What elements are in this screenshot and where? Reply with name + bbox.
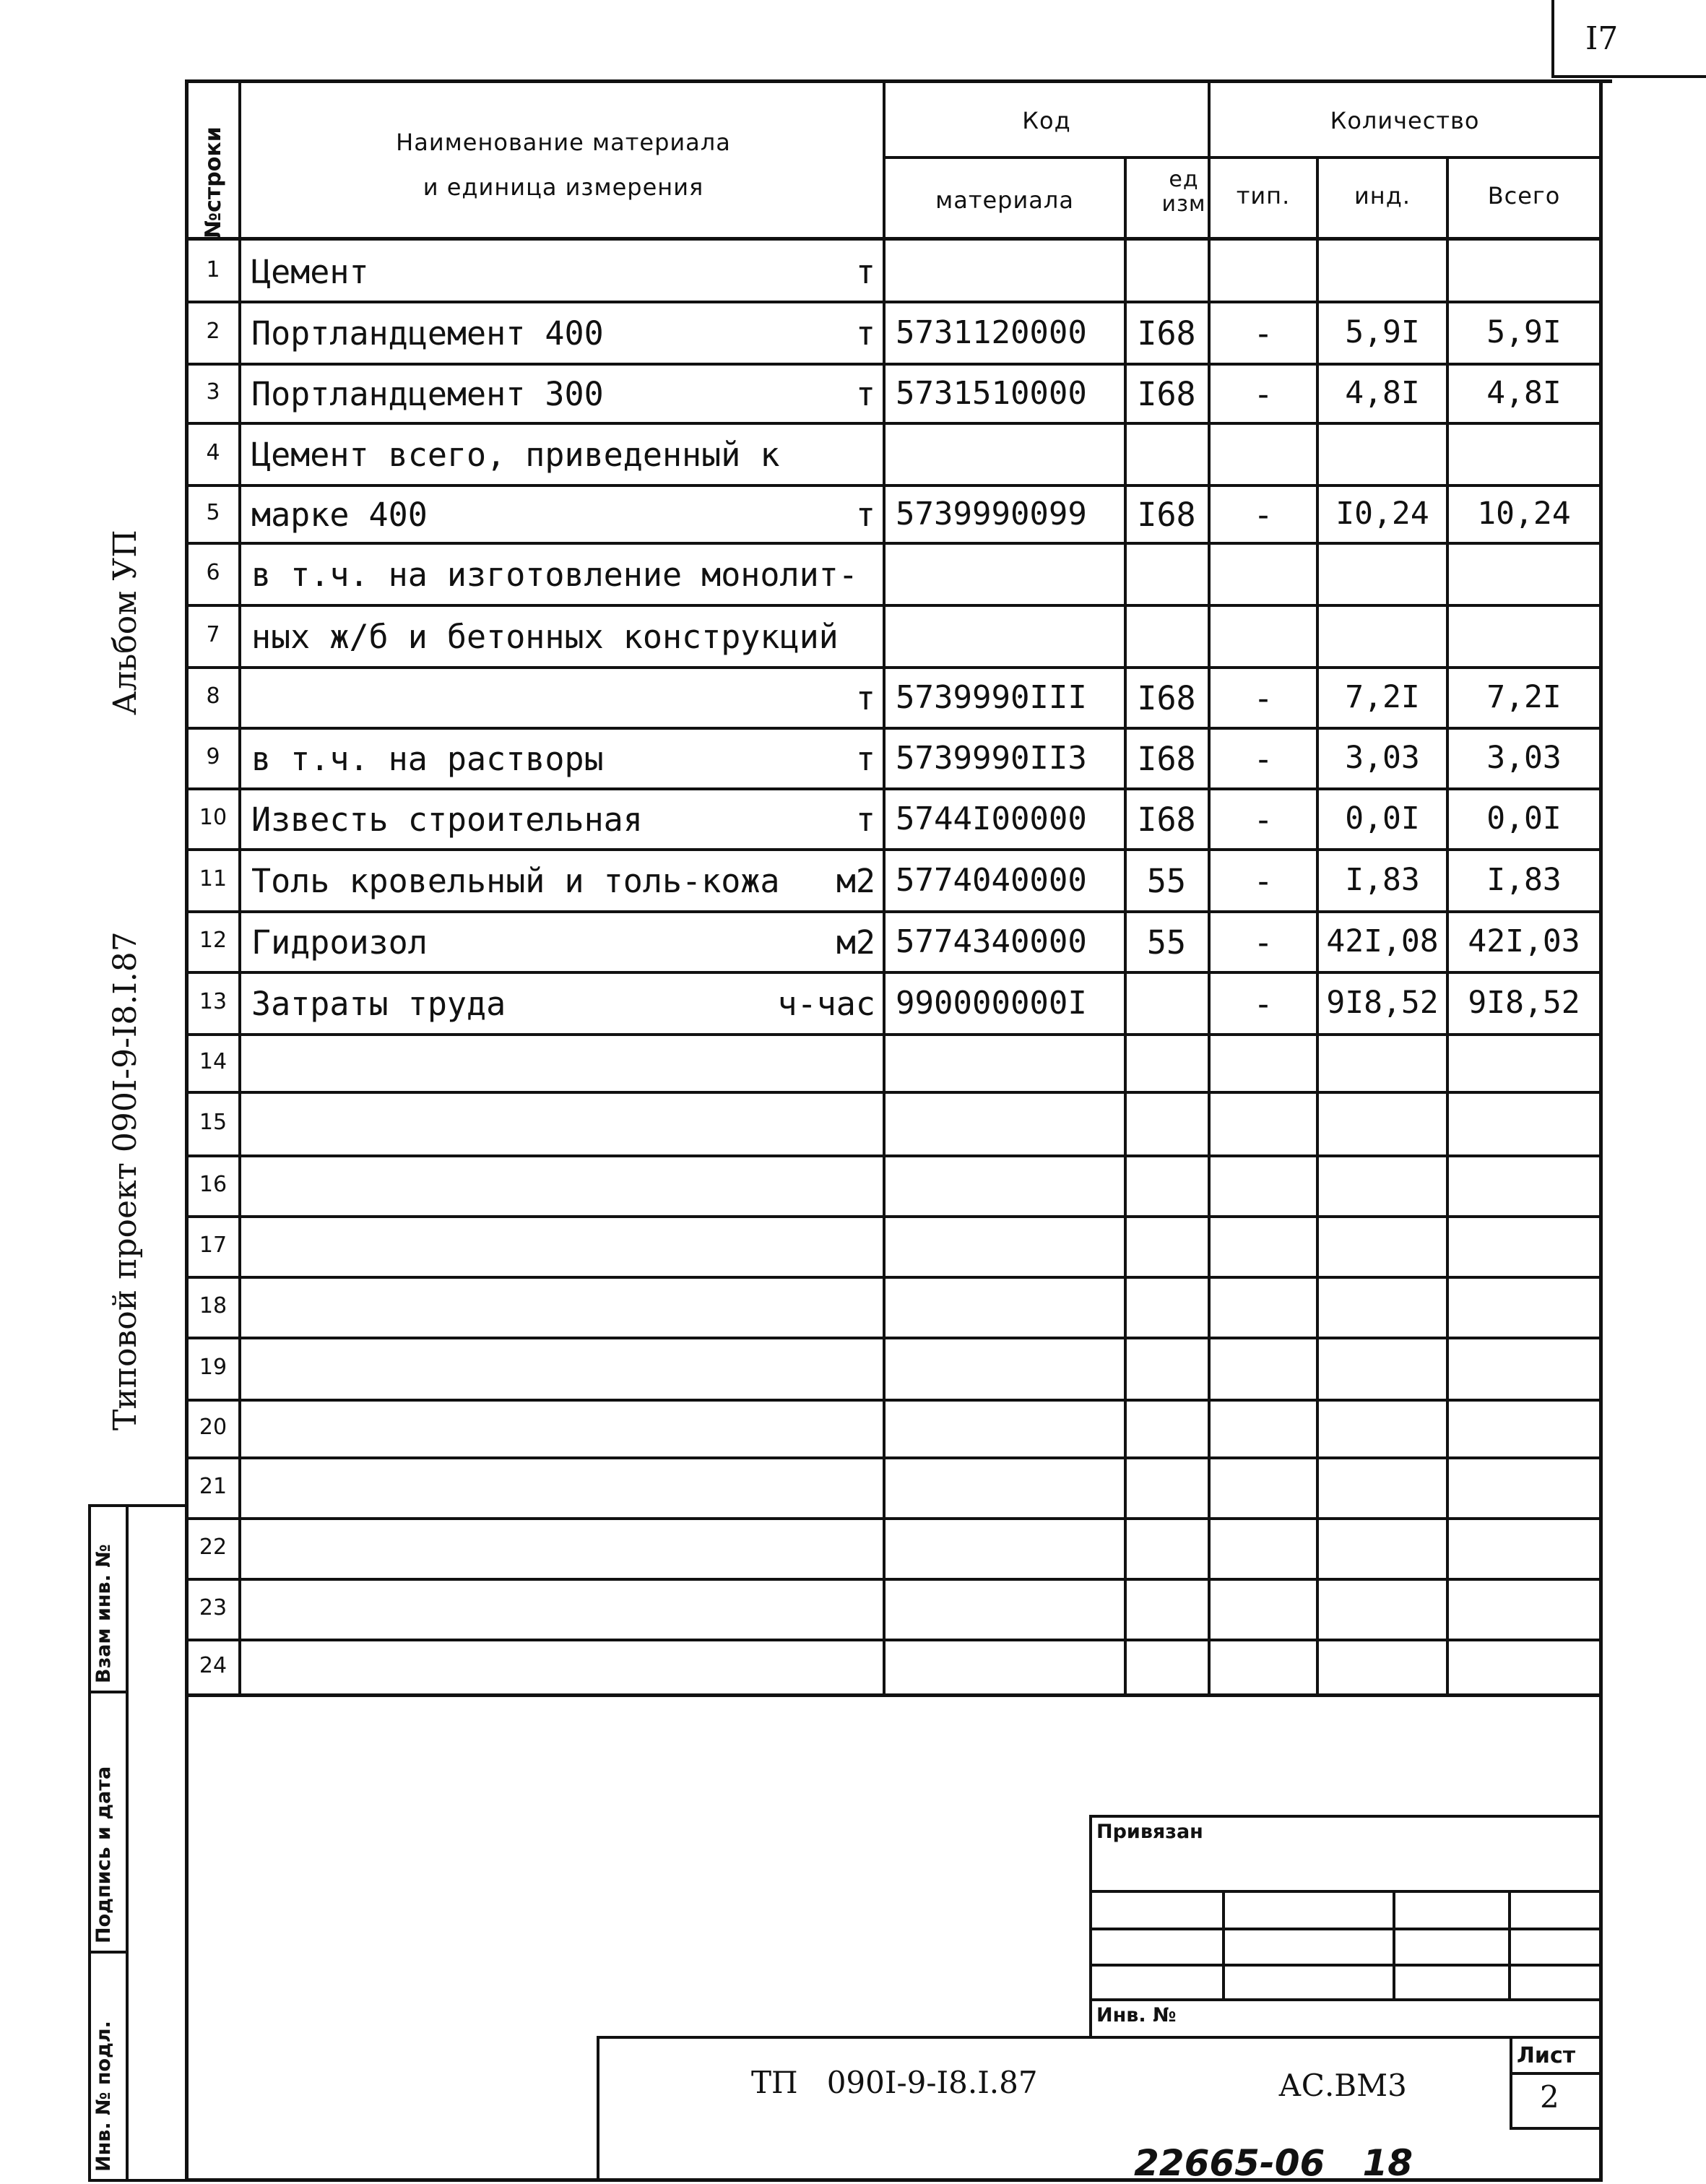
table-row-line [186,484,1599,487]
doc-mark: АС.ВМ3 [1278,2068,1407,2103]
unit-code: I68 [1137,740,1196,778]
stamp-strip-mid [126,1504,129,2182]
row-number: 2 [206,319,220,344]
header-qty-typ: тип. [1236,182,1291,210]
stamp-replace-inv: Взам инв. № [92,1544,115,1683]
qty-typ: - [1253,923,1273,962]
header-row-no: №строки [201,126,226,238]
titleblock-line [1089,1815,1599,1818]
qty-total: 42I,03 [1468,923,1580,959]
row-number: 18 [199,1293,228,1318]
qty-total: 5,9I [1486,314,1562,350]
album-label: Альбом УП [107,530,144,715]
header-quantity: Количество [1330,107,1480,134]
header-qty-ind: инд. [1354,182,1411,210]
titleblock-line [597,2036,599,2180]
table-row-line [186,910,1599,913]
sheet-box-line [1510,2072,1599,2075]
unit-code: I68 [1137,496,1196,534]
table-row-line [186,1337,1599,1339]
titleblock-line [1222,1890,1225,2000]
table-row-line [186,363,1599,366]
qty-typ: - [1253,985,1273,1023]
qty-ind: 0,0I [1345,800,1420,837]
titleblock-line [1089,1964,1599,1967]
row-number: 19 [199,1355,228,1380]
row-number: 13 [199,989,228,1014]
unit-code: I68 [1137,679,1196,717]
sheet-box-line [1510,2127,1599,2130]
titleblock-line [1393,1890,1395,2000]
qty-total: 3,03 [1486,740,1562,776]
material-unit: т [855,314,875,353]
row-number: 17 [199,1233,228,1258]
row-number: 22 [199,1535,228,1560]
header-name-line1: Наименование материала [396,129,731,156]
material-name: Толь кровельный и толь-кожа [251,862,780,900]
titleblock-line [1089,1815,1092,2037]
header-code: Код [1022,107,1071,134]
table-row-line [186,422,1599,425]
row-number: 14 [199,1049,228,1074]
material-unit: т [855,496,875,534]
col-line-name [883,83,886,1694]
inv-label: Инв. № [1096,2004,1177,2027]
table-row-line [186,666,1599,669]
unit-code: I68 [1137,314,1196,353]
stamp-strip-left [88,1504,91,2182]
material-code: 5774340000 [896,923,1087,960]
page-box-line [1551,75,1706,78]
sheet-box-line [1510,2036,1512,2130]
header-code-material: материала [935,186,1074,214]
project-label: Типовой проект 090I-9-I8.I.87 [107,931,144,1430]
row-number: 9 [206,744,220,769]
row-number: 1 [206,257,220,282]
row-number: 21 [199,1474,228,1499]
qty-total: 10,24 [1477,496,1571,532]
frame-top [185,79,1612,83]
qty-typ: - [1253,314,1273,353]
table-row-line [186,1578,1599,1581]
table-row-line [186,1517,1599,1520]
tied-label: Привязан [1096,1821,1203,1843]
titleblock-line [1089,1998,1599,2001]
material-unit: ч-час [777,985,875,1023]
row-number: 24 [199,1653,228,1678]
row-number: 6 [206,560,220,585]
table-row-line [186,1276,1599,1279]
stamp-strip-line [88,2179,186,2182]
material-unit: т [855,253,875,291]
row-number: 4 [206,440,220,465]
row-number: 20 [199,1415,228,1440]
row-number: 10 [199,805,228,830]
material-unit: т [855,375,875,413]
sheet-label: Лист [1517,2043,1576,2068]
header-name-line2: и единица измерения [423,173,704,201]
titleblock-line [1089,1928,1599,1930]
table-row-line [186,542,1599,545]
table-row-line [186,1639,1599,1641]
footer-number: 22665-06 18 [1134,2142,1413,2184]
header-bottom-line [186,237,1599,241]
material-name: в т.ч. на растворы [251,740,604,778]
qty-typ: - [1253,740,1273,778]
material-unit: м2 [836,923,875,962]
table-row-line [186,1399,1599,1402]
qty-typ: - [1253,862,1273,900]
material-code: 5744I00000 [896,800,1087,837]
material-name: Цемент всего, приведенный к [251,436,780,474]
row-number: 11 [199,866,228,892]
material-code: 5739990II3 [896,740,1087,777]
material-name: в т.ч. на изготовление монолит- [251,556,858,594]
material-name: Затраты труда [251,985,506,1023]
qty-ind: 5,9I [1345,314,1420,350]
page-number: I7 [1585,20,1619,57]
table-row-line [186,1033,1599,1036]
material-code: 5774040000 [896,862,1087,899]
material-name: Цемент [251,253,369,291]
titleblock-line [597,2036,1599,2039]
unit-code: 55 [1146,923,1187,962]
qty-total: 9I8,52 [1468,985,1580,1021]
material-name: Известь строительная [251,800,643,839]
material-name: Портландцемент 300 [251,375,604,413]
material-name: Гидроизол [251,923,428,962]
sheet-number: 2 [1540,2079,1559,2115]
row-number: 7 [206,622,220,647]
row-number: 15 [199,1110,228,1135]
material-code: 5731120000 [896,314,1087,351]
table-row-line [186,1456,1599,1459]
row-number: 3 [206,379,220,405]
table-row-line [186,1154,1599,1157]
stamp-inv-orig: Инв. № подл. [92,2021,115,2172]
material-code: 5739990099 [896,496,1087,532]
unit-code: I68 [1137,375,1196,413]
table-row-line [186,971,1599,974]
table-row-line [186,848,1599,851]
material-unit: т [855,679,875,717]
qty-ind: 3,03 [1345,740,1420,776]
qty-ind: I,83 [1345,862,1420,898]
table-row-line [186,301,1599,303]
qty-ind: 7,2I [1345,679,1420,715]
row-number: 12 [199,928,228,953]
stamp-strip-line [88,1504,186,1507]
material-code: 990000000I [896,985,1087,1022]
table-row-line [186,1215,1599,1218]
row-number: 23 [199,1595,228,1620]
qty-typ: - [1253,496,1273,534]
frame-right [1599,79,1603,2182]
row-number: 8 [206,683,220,709]
qty-total: 4,8I [1486,375,1562,411]
material-name: Портландцемент 400 [251,314,604,353]
titleblock-line [1508,1890,1511,2000]
table-row-line [186,604,1599,607]
table-row-line [186,727,1599,730]
qty-ind: 9I8,52 [1326,985,1439,1021]
qty-ind: 4,8I [1345,375,1420,411]
header-code-unit: ед изм [1161,167,1206,217]
unit-code: 55 [1146,862,1187,900]
qty-typ: - [1253,679,1273,717]
material-unit: т [855,740,875,778]
row-number: 5 [206,500,220,525]
material-name: марке 400 [251,496,428,534]
qty-ind: 42I,08 [1326,923,1439,959]
stamp-sign-date: Подпись и дата [92,1766,115,1943]
material-code: 5739990III [896,679,1087,716]
header-qty-total: Всего [1487,182,1561,210]
titleblock-line [1089,1890,1599,1893]
material-unit: т [855,800,875,839]
material-unit: м2 [836,862,875,900]
stamp-strip-line [88,1691,129,1693]
stamp-strip-line [88,1951,129,1954]
unit-code: I68 [1137,800,1196,839]
row-number: 16 [199,1172,228,1197]
qty-typ: - [1253,800,1273,839]
qty-typ: - [1253,375,1273,413]
qty-total: 0,0I [1486,800,1562,837]
doc-code: ТП 090I-9-I8.I.87 [751,2065,1038,2100]
qty-total: 7,2I [1486,679,1562,715]
header-split-line [883,156,1599,159]
material-code: 5731510000 [896,375,1087,412]
qty-ind: I0,24 [1335,496,1429,532]
table-bottom-line [186,1693,1599,1697]
page-box-line [1551,0,1554,78]
material-name: ных ж/б и бетонных конструкций [251,618,839,656]
qty-total: I,83 [1486,862,1562,898]
table-row-line [186,787,1599,790]
table-row-line [186,1091,1599,1094]
